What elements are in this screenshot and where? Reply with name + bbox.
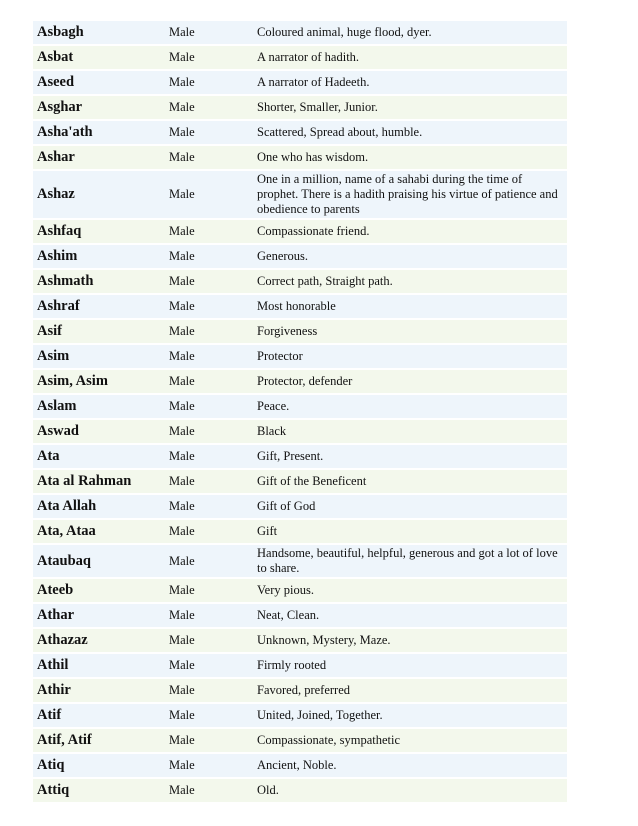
- meaning-cell: Scattered, Spread about, humble.: [255, 121, 567, 144]
- names-table: [33, 19, 567, 804]
- name-cell: Ataubaq: [33, 545, 165, 577]
- meaning-cell: Very pious.: [255, 579, 567, 602]
- table-row: [33, 520, 567, 543]
- meaning-cell: Coloured animal, huge flood, dyer.: [255, 21, 567, 44]
- gender-cell: Male: [165, 679, 255, 702]
- table-row: [33, 704, 567, 727]
- name-cell: Athazaz: [33, 629, 165, 652]
- table-row: [33, 445, 567, 468]
- table-row: [33, 604, 567, 627]
- meaning-cell: Generous.: [255, 245, 567, 268]
- name-cell: Atif: [33, 704, 165, 727]
- meaning-cell: Neat, Clean.: [255, 604, 567, 627]
- table-row: [33, 220, 567, 243]
- meaning-cell: Compassionate friend.: [255, 220, 567, 243]
- name-cell: Atif, Atif: [33, 729, 165, 752]
- name-cell: Athar: [33, 604, 165, 627]
- gender-cell: Male: [165, 220, 255, 243]
- meaning-cell: United, Joined, Together.: [255, 704, 567, 727]
- table-row: [33, 245, 567, 268]
- meaning-cell: Gift of the Beneficent: [255, 470, 567, 493]
- gender-cell: Male: [165, 579, 255, 602]
- gender-cell: Male: [165, 604, 255, 627]
- gender-cell: Male: [165, 46, 255, 69]
- meaning-cell: One in a million, name of a sahabi during the time of prophet. There is a hadith praising his virtue of patience and obedience to parents: [255, 171, 567, 218]
- table-row: [33, 579, 567, 602]
- name-cell: Ata, Ataa: [33, 520, 165, 543]
- gender-cell: Male: [165, 629, 255, 652]
- name-cell: Ata: [33, 445, 165, 468]
- table-row: [33, 629, 567, 652]
- gender-cell: Male: [165, 171, 255, 218]
- table-row: [33, 320, 567, 343]
- name-cell: Aswad: [33, 420, 165, 443]
- name-cell: Asbagh: [33, 21, 165, 44]
- gender-cell: Male: [165, 520, 255, 543]
- meaning-cell: Peace.: [255, 395, 567, 418]
- table-row: [33, 779, 567, 802]
- meaning-cell: Most honorable: [255, 295, 567, 318]
- table-row: [33, 121, 567, 144]
- gender-cell: Male: [165, 395, 255, 418]
- meaning-cell: Forgiveness: [255, 320, 567, 343]
- table-row: [33, 46, 567, 69]
- table-row: [33, 295, 567, 318]
- name-cell: Asif: [33, 320, 165, 343]
- meaning-cell: Handsome, beautiful, helpful, generous and got a lot of love to share.: [255, 545, 567, 577]
- table-row: [33, 495, 567, 518]
- name-cell: Ashraf: [33, 295, 165, 318]
- gender-cell: Male: [165, 21, 255, 44]
- name-cell: Asim: [33, 345, 165, 368]
- meaning-cell: Shorter, Smaller, Junior.: [255, 96, 567, 119]
- gender-cell: Male: [165, 96, 255, 119]
- name-cell: Aslam: [33, 395, 165, 418]
- table-row: [33, 545, 567, 577]
- table-row: [33, 171, 567, 218]
- table-row: [33, 270, 567, 293]
- name-cell: Ashaz: [33, 171, 165, 218]
- meaning-cell: Gift of God: [255, 495, 567, 518]
- meaning-cell: Gift, Present.: [255, 445, 567, 468]
- name-cell: Ata al Rahman: [33, 470, 165, 493]
- table-row: [33, 96, 567, 119]
- name-cell: Ashmath: [33, 270, 165, 293]
- table-row: [33, 146, 567, 169]
- table-row: [33, 729, 567, 752]
- gender-cell: Male: [165, 146, 255, 169]
- name-cell: Atiq: [33, 754, 165, 777]
- gender-cell: Male: [165, 495, 255, 518]
- table-row: [33, 71, 567, 94]
- gender-cell: Male: [165, 729, 255, 752]
- name-cell: Asbat: [33, 46, 165, 69]
- table-row: [33, 395, 567, 418]
- gender-cell: Male: [165, 754, 255, 777]
- meaning-cell: Ancient, Noble.: [255, 754, 567, 777]
- name-cell: Ata Allah: [33, 495, 165, 518]
- table-row: [33, 470, 567, 493]
- table-row: [33, 370, 567, 393]
- meaning-cell: Correct path, Straight path.: [255, 270, 567, 293]
- name-cell: Ashim: [33, 245, 165, 268]
- gender-cell: Male: [165, 779, 255, 802]
- name-cell: Athil: [33, 654, 165, 677]
- meaning-cell: Favored, preferred: [255, 679, 567, 702]
- gender-cell: Male: [165, 71, 255, 94]
- gender-cell: Male: [165, 654, 255, 677]
- table-row: [33, 345, 567, 368]
- table-row: [33, 654, 567, 677]
- meaning-cell: Protector: [255, 345, 567, 368]
- name-cell: Athir: [33, 679, 165, 702]
- meaning-cell: Gift: [255, 520, 567, 543]
- name-cell: Asghar: [33, 96, 165, 119]
- gender-cell: Male: [165, 445, 255, 468]
- name-cell: Ashfaq: [33, 220, 165, 243]
- meaning-cell: A narrator of Hadeeth.: [255, 71, 567, 94]
- gender-cell: Male: [165, 345, 255, 368]
- table-row: [33, 754, 567, 777]
- gender-cell: Male: [165, 545, 255, 577]
- meaning-cell: Old.: [255, 779, 567, 802]
- name-cell: Asha'ath: [33, 121, 165, 144]
- name-cell: Aseed: [33, 71, 165, 94]
- name-cell: Attiq: [33, 779, 165, 802]
- name-cell: Ateeb: [33, 579, 165, 602]
- table-row: [33, 21, 567, 44]
- meaning-cell: Black: [255, 420, 567, 443]
- gender-cell: Male: [165, 245, 255, 268]
- meaning-cell: Protector, defender: [255, 370, 567, 393]
- meaning-cell: Compassionate, sympathetic: [255, 729, 567, 752]
- gender-cell: Male: [165, 295, 255, 318]
- gender-cell: Male: [165, 704, 255, 727]
- meaning-cell: A narrator of hadith.: [255, 46, 567, 69]
- table-row: [33, 420, 567, 443]
- meaning-cell: One who has wisdom.: [255, 146, 567, 169]
- name-cell: Ashar: [33, 146, 165, 169]
- gender-cell: Male: [165, 370, 255, 393]
- gender-cell: Male: [165, 270, 255, 293]
- meaning-cell: Firmly rooted: [255, 654, 567, 677]
- gender-cell: Male: [165, 320, 255, 343]
- meaning-cell: Unknown, Mystery, Maze.: [255, 629, 567, 652]
- names-table-body: [33, 21, 567, 802]
- gender-cell: Male: [165, 420, 255, 443]
- gender-cell: Male: [165, 121, 255, 144]
- name-cell: Asim, Asim: [33, 370, 165, 393]
- table-row: [33, 679, 567, 702]
- gender-cell: Male: [165, 470, 255, 493]
